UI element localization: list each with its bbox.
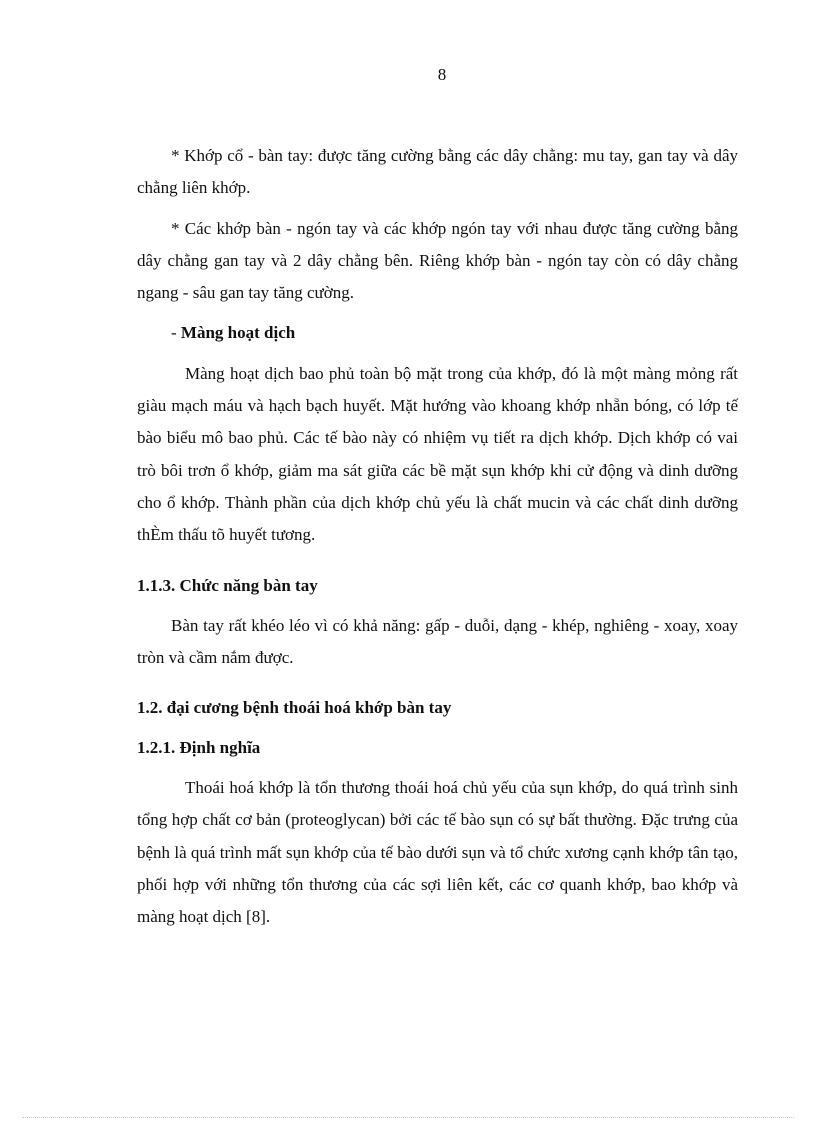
subheading-synovial-title: Màng hoạt dịch bbox=[180, 323, 296, 343]
page-bottom-border bbox=[22, 1117, 794, 1118]
paragraph-hand-function: Bàn tay rất khéo léo vì có khả năng: gấp - duỗi, dạng - khép, nghiêng - xoay, xoay tròn và cầm nắm được. bbox=[137, 615, 738, 667]
paragraph-synovial: Màng hoạt dịch bao phủ toàn bộ mặt trong của khớp, đó là một màng mỏng rất giàu mạch máu và hạch bạch huyết. Mặt hướng vào khoang khớp nhẵn bóng, có lớp tế bào biểu mô bao phủ. Các tế bào này có nhiệm vụ tiết ra dịch khớp. Dịch khớp có vai trò bôi trơn ổ khớp, giảm ma sát giữa các bề mặt sụn khớp khi cử động và dinh dưỡng cho ổ khớp. Thành phần của dịch khớp chủ yếu là chất mucin và các chất dinh dưỡng thÈm thấu tõ huyết tương. bbox=[137, 363, 738, 545]
subheading-dash: - bbox=[171, 323, 181, 343]
paragraph-wrist-ligaments: * Khớp cổ - bàn tay: được tăng cường bằng các dây chằng: mu tay, gan tay và dây chằng liên khớp. bbox=[137, 146, 738, 198]
subheading-synovial-membrane bbox=[137, 317, 738, 349]
page-number: 8 bbox=[437, 65, 447, 84]
document-body bbox=[137, 140, 738, 934]
paragraph-definition: Thoái hoá khớp là tổn thương thoái hoá chủ yếu của sụn khớp, do quá trình sinh tổng hợp chất cơ bản (proteoglycan) bởi các tế bào sụn có sự bất thường. Đặc trưng của bệnh là quá trình mất sụn khớp của tế bào dưới sụn và tổ chức xương cạnh khớp tân tạo, phối hợp với những tổn thương của các sợi liên kết, các cơ quanh khớp, bao khớp và màng hoạt dịch [8]. bbox=[137, 778, 738, 927]
heading-1-2-1: 1.2.1. Định nghĩa bbox=[137, 738, 261, 758]
heading-1-2: 1.2. đại cương bệnh thoái hoá khớp bàn tay bbox=[137, 698, 452, 718]
heading-1-1-3: 1.1.3. Chức năng bàn tay bbox=[137, 575, 318, 595]
paragraph-finger-ligaments: * Các khớp bàn - ngón tay và các khớp ngón tay với nhau được tăng cường bằng dây chằng gan tay và 2 dây chằng bên. Riêng khớp bàn - ngón tay còn có dây chằng ngang - sâu gan tay tăng cường. bbox=[137, 218, 738, 303]
